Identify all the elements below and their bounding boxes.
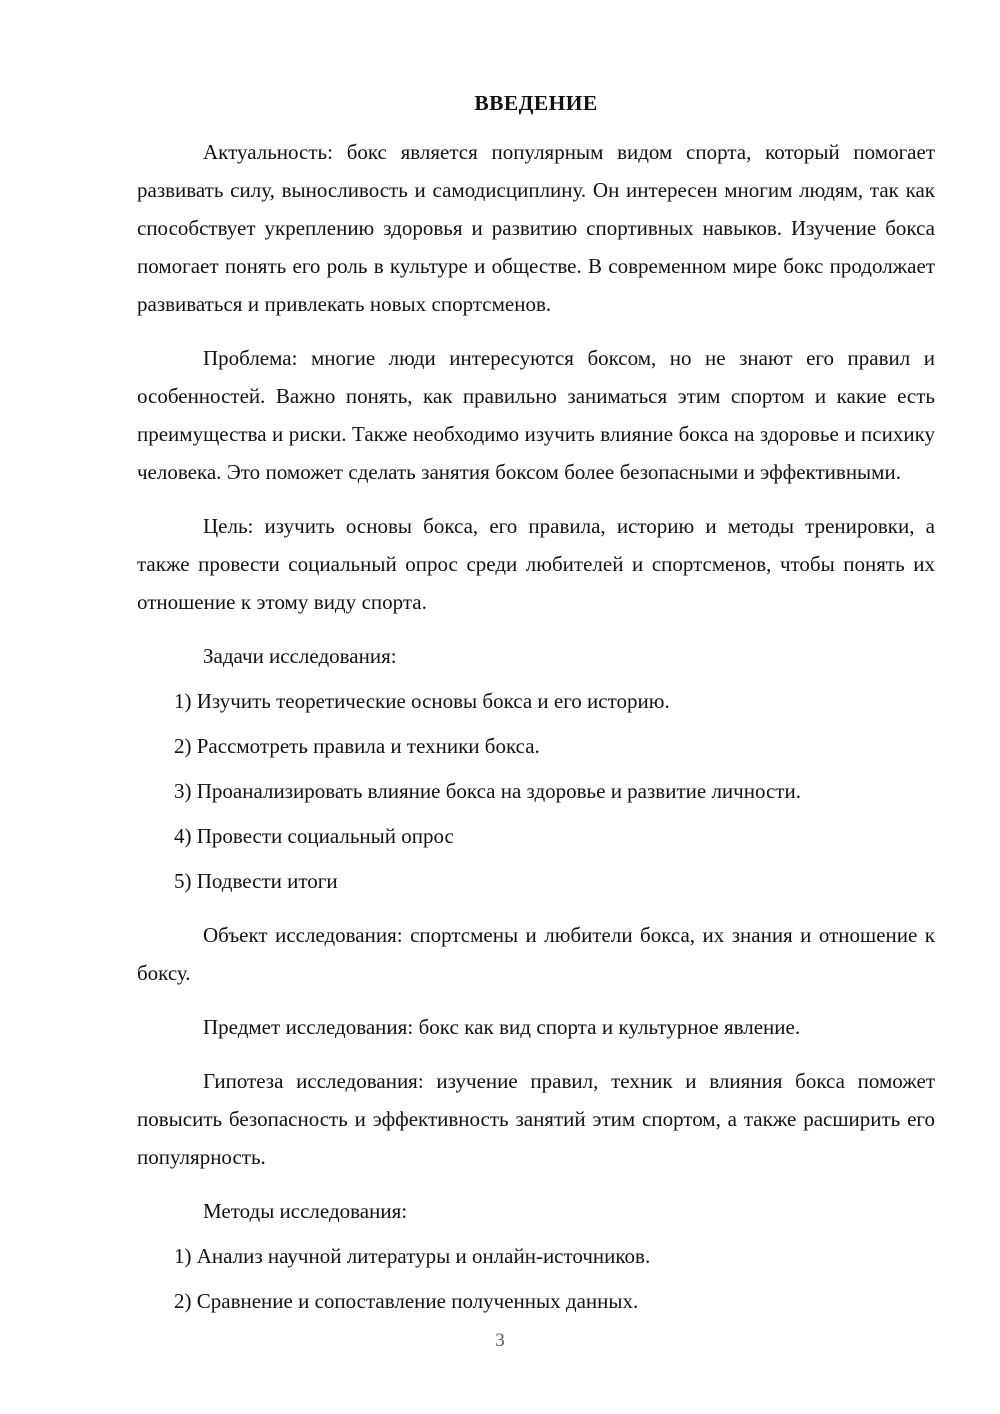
list-item: 2) Сравнение и сопоставление полученных данных. (174, 1288, 639, 1313)
paragraph-problem: Проблема: многие люди интересуются боксом, но не знают его правил и особенностей. Важно понять, как правильно заниматься этим спортом и какие есть преимущества и риски. Также необходимо изучить влияние бокса на здоровье и психику человека. Это поможет сделать занятия боксом более безопасными и эффективными. (137, 345, 935, 484)
list-item: 1) Анализ научной литературы и онлайн-источников. (174, 1243, 651, 1268)
page-number: 3 (495, 1330, 505, 1351)
list-item: 3) Проанализировать влияние бокса на здоровье и развитие личности. (174, 778, 801, 803)
tasks-list (137, 675, 935, 900)
list-item: 5) Подвести итоги (174, 868, 338, 893)
methods-list (137, 1230, 935, 1320)
paragraph-relevance: Актуальность: бокс является популярным видом спорта, который помогает развивать силу, выносливость и самодисциплину. Он интересен многим людям, так как способствует укреплению здоровья и развитию спортивных навыков. Изучение бокса помогает понять его роль в культуре и обществе. В современном мире бокс продолжает развиваться и привлекать новых спортсменов. (137, 139, 935, 316)
heading-methods: Методы исследования: (203, 1198, 408, 1223)
paragraph-subject: Предмет исследования: бокс как вид спорта и культурное явление. (203, 1014, 801, 1039)
list-item: 1) Изучить теоретические основы бокса и его историю. (174, 688, 670, 713)
list-item: 2) Рассмотреть правила и техники бокса. (174, 733, 540, 758)
paragraph-object: Объект исследования: спортсмены и любители бокса, их знания и отношение к боксу. (137, 922, 935, 985)
paragraph-hypothesis: Гипотеза исследования: изучение правил, техник и влияния бокса поможет повысить безопасность и эффективность занятий этим спортом, а также расширить его популярность. (137, 1068, 935, 1169)
page-title: ВВЕДЕНИЕ (474, 91, 598, 115)
list-item: 4) Провести социальный опрос (174, 823, 454, 848)
paragraph-goal: Цель: изучить основы бокса, его правила, историю и методы тренировки, а также провести социальный опрос среди любителей и спортсменов, чтобы понять их отношение к этому виду спорта. (137, 513, 935, 614)
heading-tasks: Задачи исследования: (203, 643, 397, 668)
document-content (137, 0, 935, 1320)
